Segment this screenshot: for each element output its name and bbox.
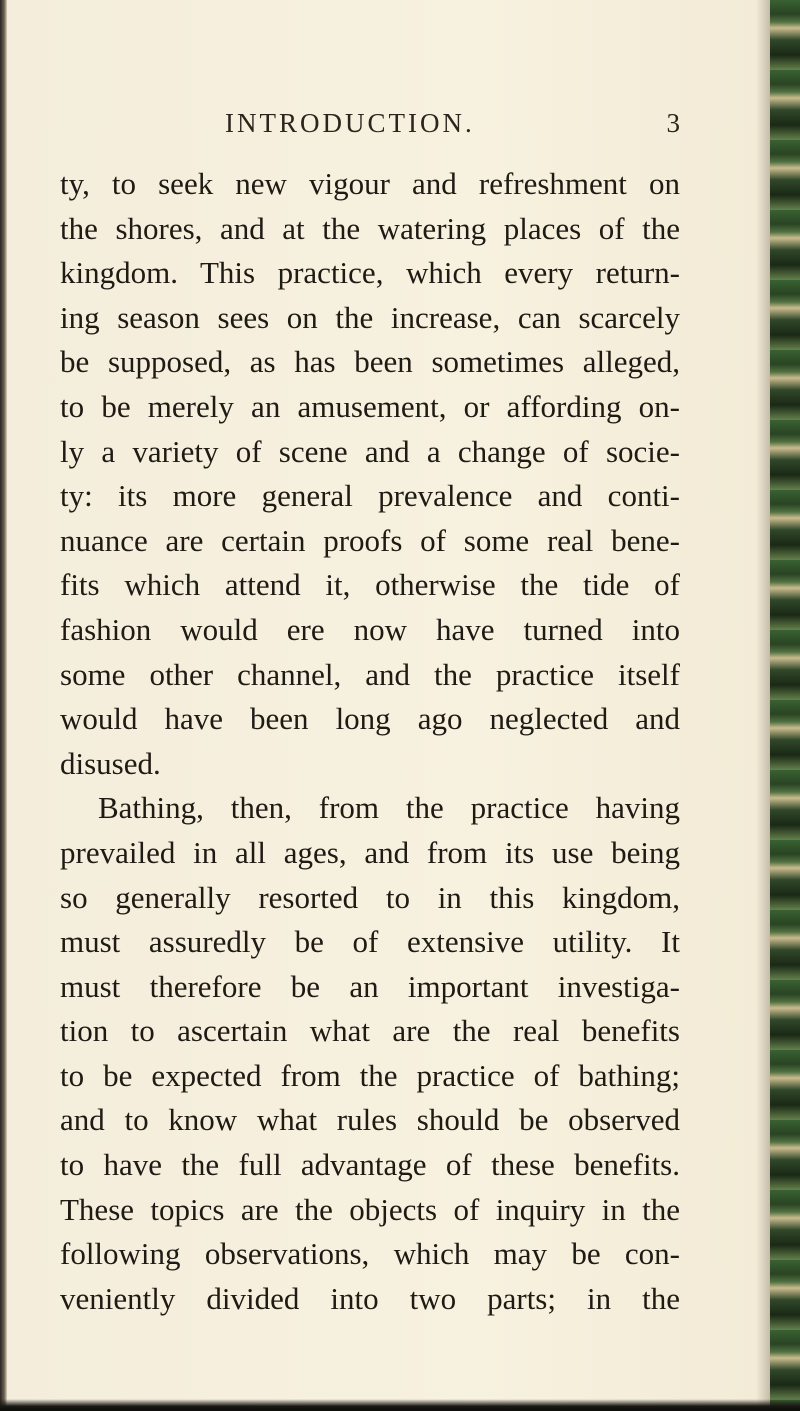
text-line: to be expected from the practice of bathing; (60, 1057, 680, 1093)
page-right-edge (770, 0, 800, 1411)
text-line: prevailed in all ages, and from its use being (60, 834, 680, 870)
text-line: veniently divided into two parts; in the (60, 1280, 680, 1316)
text-line: to be merely an amusement, or affording on- (60, 388, 680, 424)
text-line: These topics are the objects of inquiry in the (60, 1191, 680, 1227)
text-line: and to know what rules should be observed (60, 1102, 680, 1138)
text-line: the shores, and at the watering places of the (60, 210, 680, 246)
text-line: ing season sees on the increase, can scarcely (60, 299, 680, 335)
page-header (60, 108, 680, 148)
text-line: disused. (60, 745, 161, 781)
text-line: ly a variety of scene and a change of socie- (60, 433, 680, 469)
text-line: following observations, which may be con- (60, 1236, 680, 1272)
text-line: ty, to seek new vigour and refreshment on (60, 166, 680, 201)
text-line: tion to ascertain what are the real benefits (60, 1013, 680, 1049)
running-head: INTRODUCTION. (225, 108, 475, 138)
text-line: fits which attend it, otherwise the tide of (60, 567, 680, 603)
text-line: Bathing, then, from the practice having (98, 790, 680, 826)
page-number: 3 (666, 108, 680, 138)
page-bottom-edge (0, 1399, 800, 1411)
text-line: some other channel, and the practice itself (60, 656, 680, 692)
text-line: so generally resorted to in this kingdom, (60, 879, 680, 915)
text-line: fashion would ere now have turned into (60, 611, 680, 647)
text-line: must assuredly be of extensive utility. It (60, 924, 680, 960)
page-gutter-shadow (756, 0, 770, 1411)
body-text (60, 162, 680, 1321)
text-line: must therefore be an important investiga- (60, 968, 680, 1004)
text-line: would have been long ago neglected and (60, 701, 680, 737)
text-line: ty: its more general prevalence and conti- (60, 478, 680, 514)
text-line: kingdom. This practice, which every return- (60, 255, 680, 291)
text-line: to have the full advantage of these benefits. (60, 1147, 680, 1183)
text-line: be supposed, as has been sometimes alleged, (60, 344, 680, 380)
text-line: nuance are certain proofs of some real bene- (60, 522, 680, 558)
page-left-edge (0, 0, 7, 1411)
